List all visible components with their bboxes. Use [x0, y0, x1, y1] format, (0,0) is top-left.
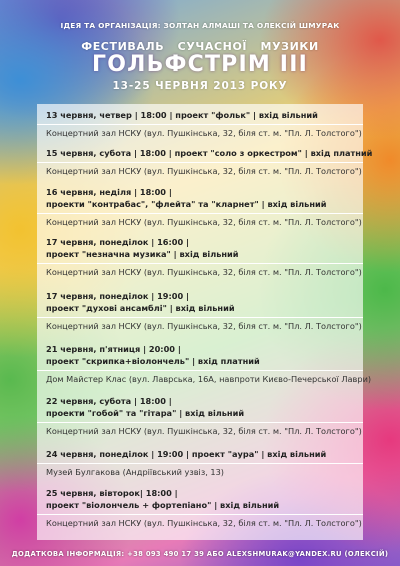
festival-dates: 13-25 ЧЕРВНЯ 2013 РОКУ: [112, 80, 288, 92]
event-heading: 15 червня, субота | 18:00 | проект "соло з оркестром" | вхід платний: [46, 148, 373, 158]
event-venue: Концертний зал НСКУ (вул. Пушкінська, 32, біля ст. м. "Пл. Л. Толстого"): [46, 321, 362, 331]
event-venue: Музей Булгакова (Андріївський узвіз, 13): [46, 467, 225, 477]
event-heading-line2: проект "духові ансамблі" | вхід вільний: [46, 303, 235, 313]
event-heading-line2: проект "віолончель + фортепіано" | вхід вільний: [46, 500, 280, 510]
event-divider: [37, 317, 363, 318]
event-heading: 17 червня, понеділок | 16:00 |: [46, 237, 190, 247]
event-heading: 24 червня, понеділок | 19:00 | проект "аура" | вхід вільний: [46, 449, 327, 459]
event-heading-line2: проект "скрипка+віолончель" | вхід платний: [46, 356, 260, 366]
event-venue: Концертний зал НСКУ (вул. Пушкінська, 32, біля ст. м. "Пл. Л. Толстого"): [46, 128, 362, 138]
event-divider: [37, 124, 363, 125]
event-divider: [37, 213, 363, 214]
event-divider: [37, 162, 363, 163]
festival-title: ГОЛЬФСТРІМ III: [92, 52, 308, 77]
event-heading: 21 червня, п'ятниця | 20:00 |: [46, 344, 181, 354]
contact-info: ДОДАТКОВА ІНФОРМАЦІЯ: +38 093 490 17 39 АБО ALEXSHMURAK@YANDEX.RU (ОЛЕКСІЙ): [11, 550, 389, 558]
event-heading-line2: проекти "гобой" та "гітара" | вхід вільний: [46, 408, 245, 418]
event-heading: 17 червня, понеділок | 19:00 |: [46, 291, 190, 301]
festival-subtitle: ФЕСТИВАЛЬ СУЧАСНОЇ МУЗИКИ: [81, 40, 319, 53]
event-heading: 22 червня, субота | 18:00 |: [46, 396, 172, 406]
event-divider: [37, 370, 363, 371]
event-heading-line2: проекти "контрабас", "флейта" та "кларнет" | вхід вільний: [46, 199, 327, 209]
event-heading: 16 червня, неділя | 18:00 |: [46, 187, 172, 197]
event-heading: 13 червня, четвер | 18:00 | проект "фольк" | вхід вільний: [46, 110, 318, 120]
event-divider: [37, 422, 363, 423]
event-divider: [37, 263, 363, 264]
event-divider: [37, 463, 363, 464]
event-venue: Концертний зал НСКУ (вул. Пушкінська, 32, біля ст. м. "Пл. Л. Толстого"): [46, 217, 362, 227]
schedule-panel: [37, 104, 373, 540]
event-heading: 25 червня, вівторок| 18:00 |: [46, 488, 178, 498]
event-venue: Концертний зал НСКУ (вул. Пушкінська, 32, біля ст. м. "Пл. Л. Толстого"): [46, 166, 362, 176]
organizers-credit: ІДЕЯ ТА ОРГАНІЗАЦІЯ: ЗОЛТАН АЛМАШІ ТА ОЛЕКСІЙ ШМУРАК: [60, 21, 340, 30]
event-venue: Концертний зал НСКУ (вул. Пушкінська, 32, біля ст. м. "Пл. Л. Толстого"): [46, 518, 362, 528]
event-heading-line2: проект "незначна музика" | вхід вільний: [46, 249, 239, 259]
event-venue: Концертний зал НСКУ (вул. Пушкінська, 32, біля ст. м. "Пл. Л. Толстого"): [46, 426, 362, 436]
event-venue: Концертний зал НСКУ (вул. Пушкінська, 32, біля ст. м. "Пл. Л. Толстого"): [46, 267, 362, 277]
event-divider: [37, 514, 363, 515]
event-venue: Дом Майстер Клас (вул. Лаврська, 16А, навпроти Києво-Печерської Лаври): [46, 374, 372, 384]
